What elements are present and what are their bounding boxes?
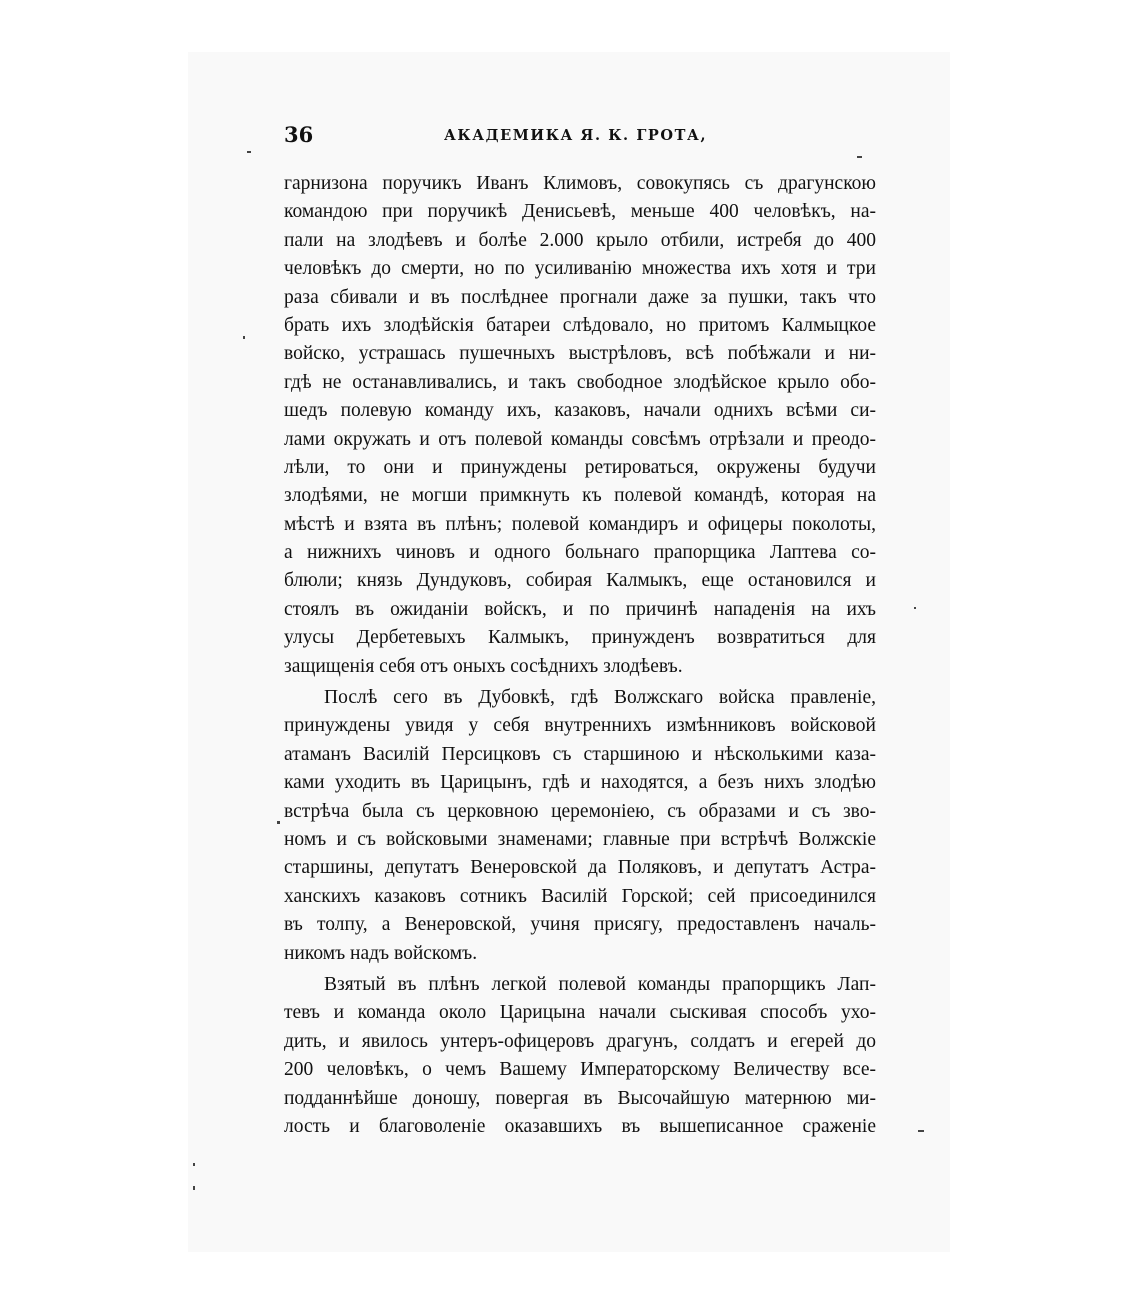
text-line: ками уходить въ Царицынъ, гдѣ и находятся, а безъ нихъ злодѣю <box>284 772 876 794</box>
scan-speck <box>914 607 916 609</box>
text-line: номъ и съ войсковыми знаменами; главные при встрѣчѣ Волжскіе <box>284 828 876 850</box>
text-line: мѣстѣ и взята въ плѣнъ; полевой командиръ и офицеры поколоты, <box>284 513 876 535</box>
text-line: тевъ и команда около Царицына начали сыскивая способъ ухо- <box>284 1002 876 1024</box>
scan-speck <box>243 336 245 339</box>
text-line: раза сбивали и въ послѣднее прогнали даже за пушки, такъ что <box>284 286 876 308</box>
text-line: никомъ надъ войскомъ. <box>284 942 478 964</box>
paragraph <box>284 971 876 1141</box>
text-line: Послѣ сего въ Дубовкѣ, гдѣ Волжскаго войска правленіе, <box>324 687 876 709</box>
text-line: человѣкъ до смерти, но по усиливанію множества ихъ хотя и три <box>284 258 876 280</box>
text-line: встрѣча была съ церковною церемоніею, съ образами и съ зво- <box>284 800 876 822</box>
text-line: улусы Дербетевыхъ Калмыкъ, принужденъ возвратиться для <box>284 627 876 649</box>
paragraph <box>284 684 876 968</box>
text-line: гдѣ не останавливались, и такъ свободное злодѣйское крыло обо- <box>284 371 876 393</box>
text-line: а нижнихъ чиновъ и одного больнаго прапорщика Лаптева со- <box>284 542 876 564</box>
text-line: 200 человѣкъ, о чемъ Вашему Императорскому Величеству все- <box>284 1059 876 1081</box>
text-line: въ толпу, а Венеровской, учиня присягу, предоставленъ началь- <box>284 914 876 936</box>
text-line: гарнизона поручикъ Иванъ Климовъ, совокупясь съ драгунскою <box>284 173 876 194</box>
scan-speck <box>277 821 280 824</box>
text-line: лость и благоволеніе оказавшихъ въ вышеписанное сраженіе <box>284 1115 876 1137</box>
page-number: 36 <box>284 122 314 147</box>
text-line: защищенія себя отъ оныхъ сосѣднихъ злодѣевъ. <box>284 655 683 677</box>
text-line: блюли; князь Дундуковъ, собирая Калмыкъ, еще остановился и <box>284 570 876 592</box>
text-line: шедъ полевую команду ихъ, казаковъ, начали однихъ всѣми си- <box>284 400 876 422</box>
body-text <box>284 170 876 1141</box>
paragraph <box>284 170 876 681</box>
text-line: подданнѣйше доношу, повергая въ Высочайшую матернюю ми- <box>284 1087 876 1109</box>
scan-speck <box>857 156 862 158</box>
text-line: брать ихъ злодѣйскія батареи слѣдовало, но притомъ Калмыцкое <box>284 314 876 336</box>
text-line: ханскихъ казаковъ сотникъ Василій Горской; сей присоединился <box>284 885 876 907</box>
text-line: лѣли, то они и принуждены ретироваться, окружены будучи <box>284 456 876 478</box>
text-line: дить, и явилось унтеръ-офицеровъ драгунъ, солдатъ и егерей до <box>284 1030 876 1052</box>
text-line: пали на злодѣевъ и болѣе 2.000 крыло отбили, истребя до 400 <box>284 229 876 251</box>
text-line: командою при поручикѣ Денисьевѣ, меньше 400 человѣкъ, на- <box>284 201 876 223</box>
text-line: лами окружать и отъ полевой команды совсѣмъ отрѣзали и преодо- <box>284 428 876 450</box>
text-line: атаманъ Василій Персицковъ съ старшиною и нѣсколькими каза- <box>284 743 876 765</box>
scan-speck <box>247 151 251 153</box>
scan-speck <box>193 1163 195 1166</box>
text-line: стоялъ въ ожиданіи войскъ, и по причинѣ нападенія на ихъ <box>284 598 876 620</box>
scan-speck <box>193 1186 195 1190</box>
scan-speck <box>918 1130 924 1132</box>
text-line: злодѣями, не могши примкнуть къ полевой командѣ, которая на <box>284 485 876 507</box>
running-head: АКАДЕМИКА Я. К. ГРОТА, <box>444 127 708 144</box>
text-line: Взятый въ плѣнъ легкой полевой команды прапорщикъ Лап- <box>324 973 876 995</box>
text-line: принуждены увидя у себя внутреннихъ измѣнниковъ войсковой <box>284 715 876 737</box>
text-line: старшины, депутатъ Венеровской да Поляковъ, и депутатъ Астра- <box>284 857 876 879</box>
text-line: войско, устрашась пушечныхъ выстрѣловъ, всѣ побѣжали и ни- <box>284 343 876 365</box>
